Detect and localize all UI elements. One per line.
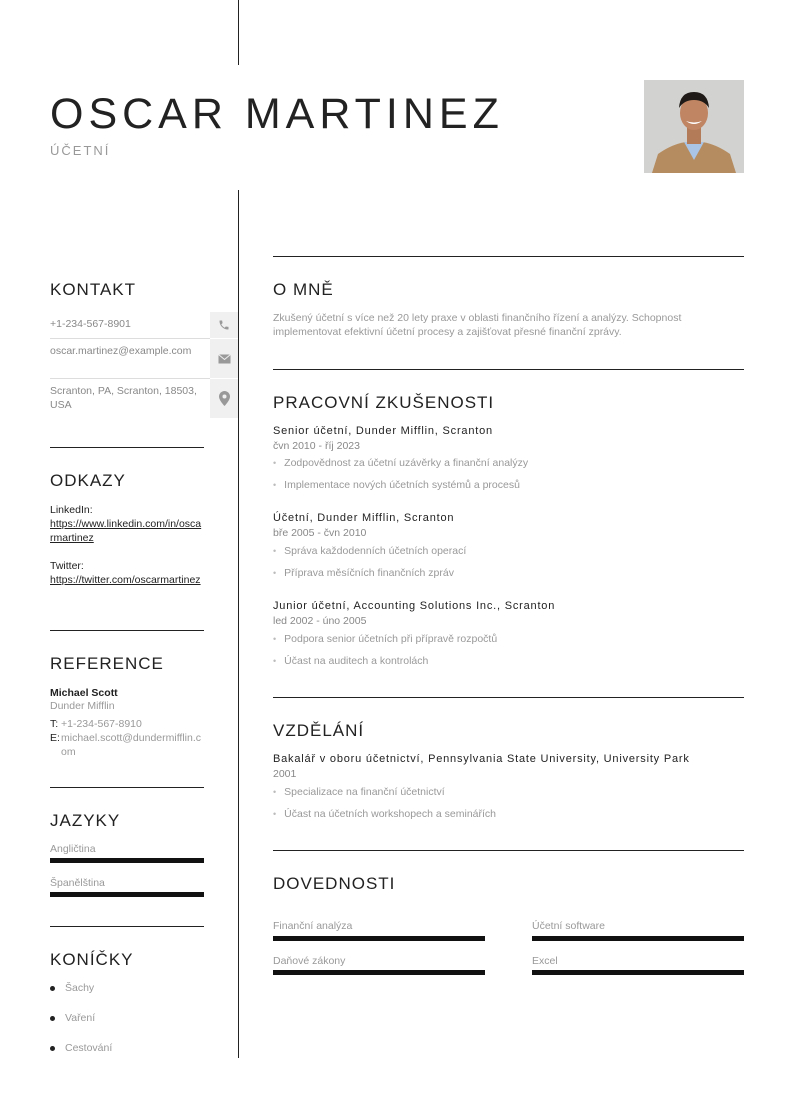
hobbies-section-title: KONÍČKY [50, 950, 134, 969]
reference-phone: +1-234-567-8910 [61, 718, 142, 730]
contact-section-title: KONTAKT [50, 280, 137, 299]
job-bullet: • Zodpovědnost za účetní uzávěrky a finanční analýzy [273, 457, 528, 469]
language-level-bar [50, 858, 204, 863]
job-bullet: • Účast na auditech a kontrolách [273, 655, 428, 667]
hobby-label: Vaření [65, 1012, 96, 1024]
skill-name: Účetní software [532, 920, 605, 932]
link-label-linkedin: LinkedIn: [50, 504, 93, 516]
section-divider [273, 369, 744, 370]
section-divider [50, 926, 204, 927]
about-section-title: O MNĚ [273, 280, 334, 299]
map-pin-icon [210, 379, 238, 418]
skills-section-title: DOVEDNOSTI [273, 874, 396, 893]
skill-name: Daňové zákony [273, 955, 346, 967]
person-name: OSCAR MARTINEZ [50, 90, 504, 138]
links-section-title: ODKAZY [50, 471, 126, 490]
contact-email: oscar.martinez@example.com [50, 345, 192, 357]
profile-photo [644, 80, 744, 173]
experience-section-title: PRACOVNÍ ZKUŠENOSTI [273, 393, 495, 412]
hobby-item [50, 982, 94, 994]
person-job-title: ÚČETNÍ [50, 143, 111, 158]
language-name: Angličtina [50, 843, 96, 855]
envelope-icon [210, 339, 238, 378]
reference-phone-label: T: [50, 718, 59, 730]
reference-company: Dunder Mifflin [50, 700, 115, 712]
section-divider [273, 256, 744, 257]
job-bullet: • Podpora senior účetních při přípravě rozpočtů [273, 633, 497, 645]
contact-address-row [50, 379, 238, 418]
link-label-twitter: Twitter: [50, 560, 84, 572]
contact-phone-row [50, 312, 238, 338]
hobby-label: Cestování [65, 1042, 113, 1054]
hobby-item [50, 1042, 112, 1054]
section-divider [273, 697, 744, 698]
bullet-dot-icon [50, 1016, 55, 1021]
bullet-dot-icon [50, 986, 55, 991]
education-bullet: • Účast na účetních workshopech a seminářích [273, 808, 496, 820]
job-bullet: • Správa každodenních účetních operací [273, 545, 466, 557]
job-dates: led 2002 - úno 2005 [273, 615, 367, 627]
job-dates: čvn 2010 - říj 2023 [273, 440, 360, 452]
section-divider [50, 447, 204, 448]
job-dates: bře 2005 - čvn 2010 [273, 527, 367, 539]
column-divider [238, 190, 239, 1058]
link-twitter[interactable]: https://twitter.com/oscarmartinez [50, 574, 201, 586]
reference-email: michael.scott@dundermifflin.com [61, 732, 202, 758]
reference-name: Michael Scott [50, 687, 118, 699]
skill-level-bar [273, 970, 485, 975]
section-divider [273, 850, 744, 851]
education-section-title: VZDĚLÁNÍ [273, 721, 365, 740]
contact-email-row [50, 339, 238, 378]
hobby-label: Šachy [65, 982, 95, 994]
education-degree: Bakalář v oboru účetnictví, Pennsylvania State University, University Park [273, 753, 690, 765]
skill-name: Excel [532, 955, 558, 967]
about-text: Zkušený účetní s více než 20 lety praxe v oblasti finančního řízení a analýzy. Schopnost implementovat efektivní účetní procesy a zajišťovat přesné finanční zprávy. [273, 312, 682, 338]
job-bullet: • Příprava měsíčních finančních zpráv [273, 567, 454, 579]
section-divider [50, 630, 204, 631]
language-name: Španělština [50, 877, 105, 889]
hobby-item [50, 1012, 95, 1024]
skill-name: Finanční analýza [273, 920, 353, 932]
section-divider [50, 787, 204, 788]
education-bullet: • Specializace na finanční účetnictví [273, 786, 445, 798]
bullet-dot-icon [50, 1046, 55, 1051]
job-title: Účetní, Dunder Mifflin, Scranton [273, 512, 455, 524]
language-level-bar [50, 892, 204, 897]
job-title: Senior účetní, Dunder Mifflin, Scranton [273, 425, 493, 437]
education-year: 2001 [273, 768, 297, 780]
reference-section-title: REFERENCE [50, 654, 164, 673]
job-bullet: • Implementace nových účetních systémů a procesů [273, 479, 520, 491]
contact-address: Scranton, PA, Scranton, 18503, USA [50, 385, 197, 411]
skill-level-bar [273, 936, 485, 941]
phone-icon [210, 312, 238, 338]
skill-level-bar [532, 936, 744, 941]
languages-section-title: JAZYKY [50, 811, 121, 830]
reference-email-label: E: [50, 732, 60, 744]
top-vertical-divider [238, 0, 239, 65]
link-linkedin[interactable]: https://www.linkedin.com/in/oscarmartinez [50, 518, 202, 544]
job-title: Junior účetní, Accounting Solutions Inc., Scranton [273, 600, 556, 612]
skill-level-bar [532, 970, 744, 975]
contact-phone: +1-234-567-8901 [50, 318, 131, 330]
